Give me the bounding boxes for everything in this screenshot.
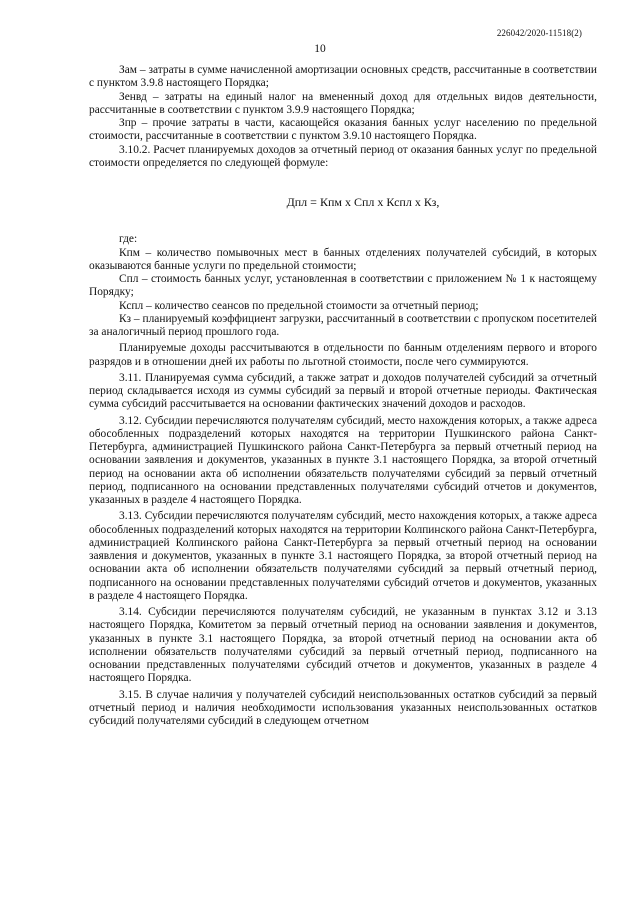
paragraph-zam: Зам – затраты в сумме начисленной амортизации основных средств, рассчитанные в соответствии с пунктом 3.9.8 настоящего Порядка;	[89, 64, 597, 90]
paragraph-spl: Спл – стоимость банных услуг, установленная в соответствии с приложением № 1 к настоящему Порядку;	[89, 273, 597, 299]
paragraph-3-15: 3.15. В случае наличия у получателей субсидий неиспользованных остатков субсидий за первый отчетный период и наличия необходимости использования указанных неиспользованных остатков субсидий получателями субсидий в следующем отчетном	[89, 688, 597, 727]
paragraph-3-12: 3.12. Субсидии перечисляются получателям субсидий, место нахождения которых, а также адреса обособленных подразделений которых находятся на территории Пушкинского района Санкт-Петербурга, администрацией Пушкинского района Санкт-Петербурга за первый отчетный период на основании заявления и документов, указанных в пункте 3.1 настоящего Порядка, за второй отчетный период на основании акта об исполнении обязательств получателями субсидий за первый отчетный период, подписанного на основании представленных получателями субсидий отчетов и документов, указанных в разделе 4 настоящего Порядка.	[89, 414, 597, 506]
document-body	[89, 64, 597, 728]
paragraph-zenvd: Зенвд – затраты на единый налог на вмененный доход для отдельных видов деятельности, рассчитанные в соответствии с пунктом 3.9.9 настоящего Порядка;	[89, 90, 597, 116]
paragraph-kspl: Кспл – количество сеансов по предельной стоимости за отчетный период;	[119, 299, 479, 312]
paragraph-3-11: 3.11. Планируемая сумма субсидий, а также затрат и доходов получателей субсидий за отчетный период складывается исходя из суммы субсидий за первый и второй отчетные периоды. Фактическая сумма субсидий рассчитывается на основании фактических значений доходов и расходов.	[89, 371, 597, 411]
paragraph-3-10-2: 3.10.2. Расчет планируемых доходов за отчетный период от оказания банных услуг по предельной стоимости определяется по следующей формуле:	[89, 143, 597, 169]
paragraph-3-14: 3.14. Субсидии перечисляются получателям субсидий, не указанным в пунктах 3.12 и 3.13 настоящего Порядка, Комитетом за первый отчетный период на основании заявления и документов, указанных в пункте 3.1 настоящего Порядка, за второй отчетный период на основании акта об исполнении обязательств получателями субсидий за первый отчетный период, подписанного на основании представленных получателями субсидий отчетов и документов, указанных в разделе 4 настоящего Порядка.	[89, 606, 597, 685]
where-label: где:	[119, 233, 138, 246]
page-number: 10	[314, 43, 326, 55]
paragraph-3-13: 3.13. Субсидии перечисляются получателям субсидий, место нахождения которых, а также адреса обособленных подразделений которых находятся на территории Колпинского района Санкт-Петербурга, администрацией Колпинского района Санкт-Петербурга за первый отчетный период на основании заявления и документов, указанных в пункте 3.1 настоящего Порядка, за второй отчетный период на основании акта об исполнении обязательств получателями субсидий за первый отчетный период, подписанного на основании представленных получателями субсидий отчетов и документов, указанных в разделе 4 настоящего Порядка.	[89, 510, 597, 602]
paragraph-kz: Кз – планируемый коэффициент загрузки, рассчитанный в соответствии с пропуском посетителей за аналогичный период прошлого года.	[89, 312, 597, 338]
paragraph-kpm: Кпм – количество помывочных мест в банных отделениях получателей субсидий, в которых оказываются банные услуги по предельной стоимости;	[89, 246, 597, 272]
document-id: 226042/2020-11518(2)	[496, 28, 582, 38]
formula: Дпл = Кпм x Спл x Кспл x Кз,	[286, 195, 440, 209]
paragraph-zpr: Зпр – прочие затраты в части, касающейся оказания банных услуг населению по предельной стоимости, рассчитанные в соответствии с пунктом 3.9.10 настоящего Порядка.	[89, 117, 597, 143]
paragraph-planned-income: Планируемые доходы рассчитываются в отдельности по банным отделениям первого и второго разрядов и в отношении дней их работы по льготной стоимости, после чего суммируются.	[89, 342, 597, 368]
